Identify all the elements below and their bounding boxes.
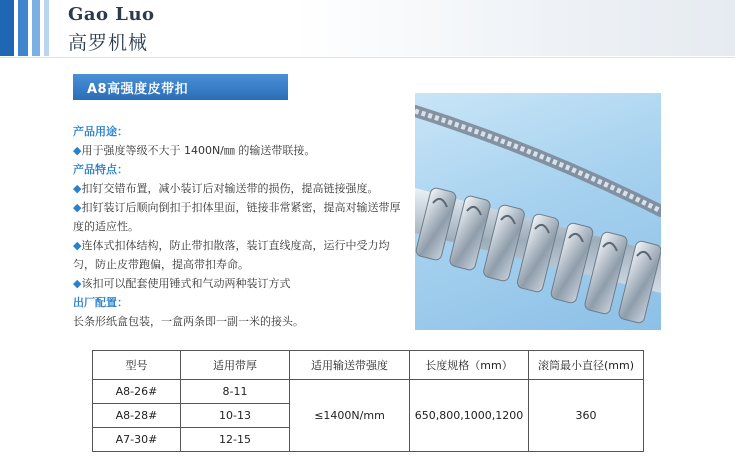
usage-item: ◆用于强度等级不大于 1400N/㎜ 的输送带联接。 bbox=[73, 144, 316, 157]
header-divider bbox=[0, 57, 735, 58]
logo-stripes bbox=[0, 0, 60, 56]
header-length: 长度规格（mm） bbox=[410, 351, 529, 380]
header-model: 型号 bbox=[93, 351, 181, 380]
feature-item: ◆扣钉装订后顺向倒扣于扣体里面，链接非常紧密，提高对输送带厚度的适应性。 bbox=[73, 201, 401, 233]
header-strength: 适用输送带强度 bbox=[290, 351, 410, 380]
belt-fastener-illustration bbox=[415, 93, 661, 330]
feature-item: ◆扣钉交错布置，减小装订后对输送带的损伤，提高链接强度。 bbox=[73, 182, 379, 195]
strength-cell: ≤1400N/mm bbox=[290, 380, 410, 452]
product-photo bbox=[415, 93, 661, 330]
header-min-diameter: 滚筒最小直径(mm) bbox=[529, 351, 644, 380]
features-heading: 产品特点： bbox=[73, 163, 128, 176]
diamond-bullet-icon: ◆ bbox=[73, 144, 82, 157]
diamond-bullet-icon: ◆ bbox=[73, 201, 82, 214]
product-description bbox=[73, 122, 403, 331]
min-diameter-cell: 360 bbox=[529, 380, 644, 452]
brand-name-cn: 高罗机械 bbox=[68, 32, 149, 54]
product-title: A8高强度皮带扣 bbox=[87, 82, 189, 97]
packing-heading: 出厂配置： bbox=[73, 296, 128, 309]
fastener-strip-near bbox=[415, 187, 661, 324]
diamond-bullet-icon: ◆ bbox=[73, 239, 82, 252]
header-thickness: 适用带厚 bbox=[181, 351, 290, 380]
feature-item: ◆该扣可以配套使用锤式和气动两种装订方式 bbox=[73, 277, 291, 290]
diamond-bullet-icon: ◆ bbox=[73, 182, 82, 195]
spec-table bbox=[92, 350, 644, 452]
usage-heading: 产品用途： bbox=[73, 125, 128, 138]
model-cell: A8-28# bbox=[93, 404, 181, 428]
table-row bbox=[93, 380, 644, 404]
packing-text: 长条形纸盒包装，一盒两条即一副一米的接头。 bbox=[73, 315, 304, 328]
brand-name-en: Gao Luo bbox=[68, 4, 155, 25]
diamond-bullet-icon: ◆ bbox=[73, 277, 82, 290]
thickness-cell: 12-15 bbox=[181, 428, 290, 452]
model-cell: A8-26# bbox=[93, 380, 181, 404]
table-header-row bbox=[93, 351, 644, 380]
thickness-cell: 10-13 bbox=[181, 404, 290, 428]
thickness-cell: 8-11 bbox=[181, 380, 290, 404]
product-title-bar bbox=[73, 74, 288, 100]
length-cell: 650,800,1000,1200 bbox=[410, 380, 529, 452]
feature-item: ◆连体式扣体结构，防止带扣散落，装订直线度高，运行中受力均匀，防止皮带跑偏，提高带扣寿命。 bbox=[73, 239, 390, 271]
page-header bbox=[0, 0, 735, 56]
model-cell: A7-30# bbox=[93, 428, 181, 452]
